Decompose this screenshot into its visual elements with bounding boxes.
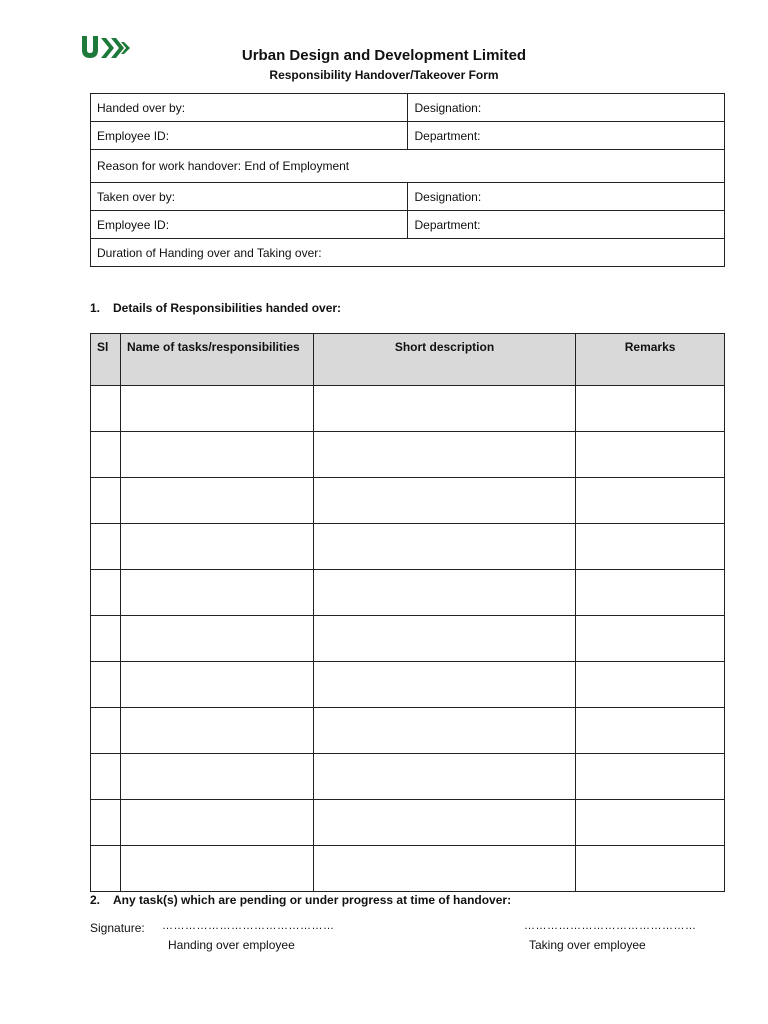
responsibilities-table — [90, 333, 725, 892]
column-header-remarks: Remarks — [576, 334, 725, 386]
section-2-number: 2. — [90, 893, 101, 907]
info-row — [91, 211, 725, 239]
cell-sl[interactable] — [91, 570, 121, 616]
cell-sl[interactable] — [91, 800, 121, 846]
cell-short-description[interactable] — [313, 708, 575, 754]
section-1-number: 1. — [90, 301, 101, 315]
section-2-heading — [90, 893, 511, 907]
column-header-sl: Sl — [91, 334, 121, 386]
responsibilities-table-body — [91, 386, 725, 892]
cell-sl[interactable] — [91, 662, 121, 708]
cell-remarks[interactable] — [576, 478, 725, 524]
cell-remarks[interactable] — [576, 432, 725, 478]
table-row — [91, 524, 725, 570]
table-row — [91, 570, 725, 616]
table-row — [91, 432, 725, 478]
cell-sl[interactable] — [91, 432, 121, 478]
cell-sl[interactable] — [91, 478, 121, 524]
info-row — [91, 94, 725, 122]
cell-sl[interactable] — [91, 708, 121, 754]
table-row — [91, 616, 725, 662]
cell-short-description[interactable] — [313, 616, 575, 662]
section-1-title: Details of Responsibilities handed over: — [113, 301, 342, 315]
cell-sl[interactable] — [91, 754, 121, 800]
cell-remarks[interactable] — [576, 662, 725, 708]
handed-over-by-field[interactable]: Handed over by: — [91, 94, 408, 122]
cell-remarks[interactable] — [576, 800, 725, 846]
table-row — [91, 478, 725, 524]
handing-over-employee-caption: Handing over employee — [168, 938, 295, 952]
handing-over-signature-line[interactable]: ……………………………………… — [162, 920, 335, 932]
cell-sl[interactable] — [91, 524, 121, 570]
cell-task-name[interactable] — [120, 662, 313, 708]
info-row — [91, 239, 725, 267]
cell-short-description[interactable] — [313, 800, 575, 846]
employee-id-field-1[interactable]: Employee ID: — [91, 122, 408, 150]
cell-short-description[interactable] — [313, 524, 575, 570]
form-subtitle: Responsibility Handover/Takeover Form — [269, 68, 499, 82]
info-row — [91, 122, 725, 150]
reason-field[interactable]: Reason for work handover: End of Employment — [91, 150, 725, 183]
cell-task-name[interactable] — [120, 846, 313, 892]
table-row — [91, 386, 725, 432]
cell-remarks[interactable] — [576, 570, 725, 616]
cell-remarks[interactable] — [576, 754, 725, 800]
signature-label: Signature: — [90, 921, 145, 935]
table-row — [91, 754, 725, 800]
duration-field[interactable]: Duration of Handing over and Taking over: — [91, 239, 725, 267]
cell-remarks[interactable] — [576, 846, 725, 892]
cell-task-name[interactable] — [120, 478, 313, 524]
taking-over-signature-line[interactable]: ……………………………………… — [524, 920, 697, 932]
cell-task-name[interactable] — [120, 708, 313, 754]
cell-task-name[interactable] — [120, 754, 313, 800]
table-row — [91, 800, 725, 846]
cell-task-name[interactable] — [120, 432, 313, 478]
table-row — [91, 846, 725, 892]
cell-short-description[interactable] — [313, 570, 575, 616]
cell-task-name[interactable] — [120, 524, 313, 570]
cell-task-name[interactable] — [120, 386, 313, 432]
cell-remarks[interactable] — [576, 708, 725, 754]
department-field-2[interactable]: Department: — [408, 211, 725, 239]
cell-task-name[interactable] — [120, 570, 313, 616]
handover-info-table — [90, 93, 725, 267]
taken-over-by-field[interactable]: Taken over by: — [91, 183, 408, 211]
column-header-short-description: Short description — [313, 334, 575, 386]
cell-task-name[interactable] — [120, 800, 313, 846]
cell-short-description[interactable] — [313, 662, 575, 708]
cell-remarks[interactable] — [576, 616, 725, 662]
cell-short-description[interactable] — [313, 478, 575, 524]
cell-short-description[interactable] — [313, 846, 575, 892]
designation-field-1[interactable]: Designation: — [408, 94, 725, 122]
table-row — [91, 708, 725, 754]
taking-over-employee-caption: Taking over employee — [529, 938, 646, 952]
department-field-1[interactable]: Department: — [408, 122, 725, 150]
designation-field-2[interactable]: Designation: — [408, 183, 725, 211]
cell-sl[interactable] — [91, 616, 121, 662]
cell-sl[interactable] — [91, 846, 121, 892]
section-1-heading — [90, 301, 341, 315]
cell-short-description[interactable] — [313, 432, 575, 478]
employee-id-field-2[interactable]: Employee ID: — [91, 211, 408, 239]
cell-sl[interactable] — [91, 386, 121, 432]
cell-remarks[interactable] — [576, 524, 725, 570]
table-header-row — [91, 334, 725, 386]
form-company-title: Urban Design and Development Limited — [241, 47, 527, 64]
info-row — [91, 150, 725, 183]
cell-task-name[interactable] — [120, 616, 313, 662]
table-row — [91, 662, 725, 708]
cell-short-description[interactable] — [313, 386, 575, 432]
section-2-title: Any task(s) which are pending or under progress at time of handover: — [113, 893, 512, 907]
cell-short-description[interactable] — [313, 754, 575, 800]
info-row — [91, 183, 725, 211]
column-header-task-name: Name of tasks/responsibilities — [120, 334, 313, 386]
cell-remarks[interactable] — [576, 386, 725, 432]
